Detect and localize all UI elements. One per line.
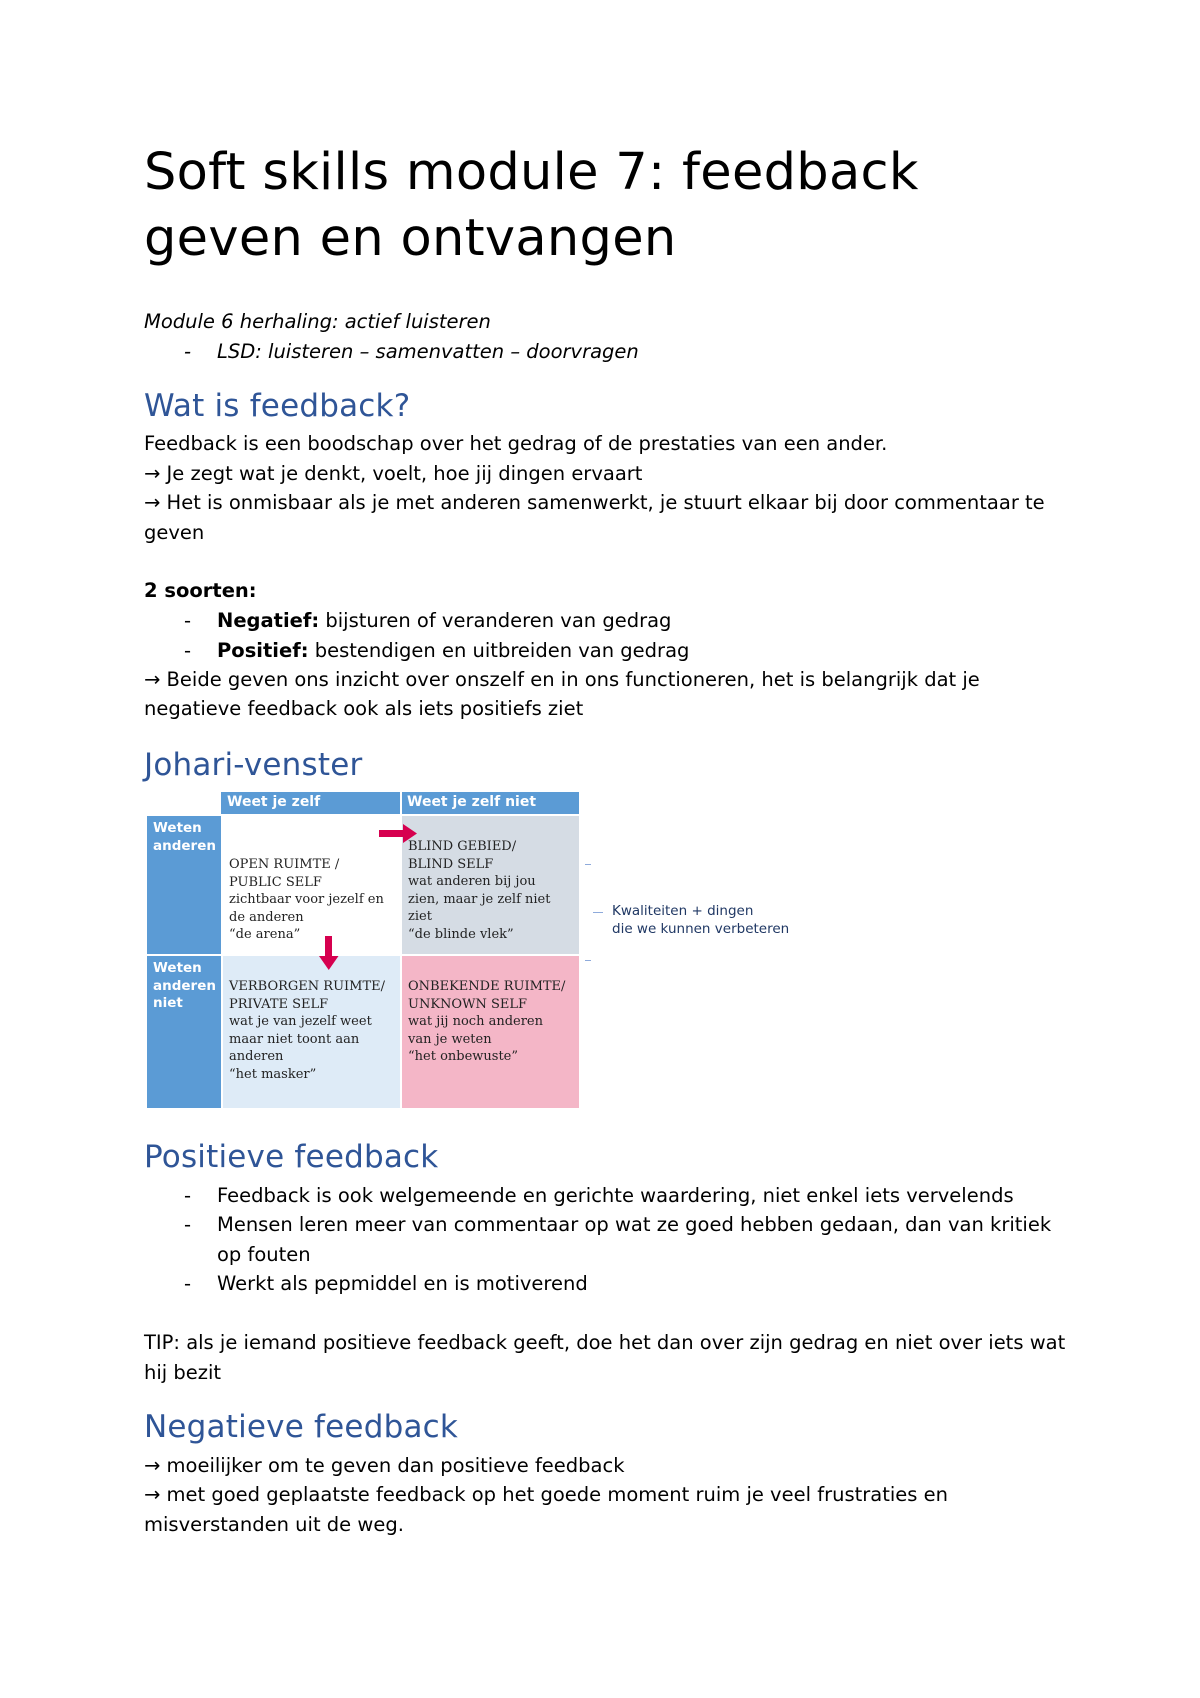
negatief-text: bijsturen of veranderen van gedrag bbox=[319, 609, 672, 632]
row1-word-1: Weten bbox=[153, 820, 202, 836]
section-heading-negatieve-feedback: Negatieve feedback bbox=[144, 1409, 459, 1445]
johari-note bbox=[612, 902, 789, 938]
recap-bullet: LSD: luisteren – samenvatten – doorvragen bbox=[217, 340, 639, 363]
negatief-label: Negatief: bbox=[217, 609, 320, 632]
tip-line-2: hij bezit bbox=[144, 1361, 222, 1384]
note-connector bbox=[593, 912, 603, 913]
blind-nickname: “de blinde vlek” bbox=[408, 926, 514, 942]
negatief-line-2: → met goed geplaatste feedback op het goede moment ruim je veel frustraties en bbox=[144, 1483, 948, 1506]
section-heading-positieve-feedback: Positieve feedback bbox=[144, 1139, 439, 1175]
title-line-2: geven en ontvangen bbox=[144, 209, 677, 268]
note-line-2: die we kunnen verbeteren bbox=[612, 921, 790, 937]
tick-mark bbox=[585, 864, 591, 865]
bullet-dash: - bbox=[184, 1184, 192, 1207]
unknown-desc-1: wat jij noch anderen bbox=[408, 1014, 543, 1029]
johari-row-label-1 bbox=[153, 820, 216, 855]
arrow-line-1: → Je zegt wat je denkt, voelt, hoe jij dingen ervaart bbox=[144, 462, 643, 485]
row2-word-1: Weten bbox=[153, 960, 202, 976]
conclusion-line-2: negatieve feedback ook als iets positiefs ziet bbox=[144, 697, 584, 720]
negatief-line-3: misverstanden uit de weg. bbox=[144, 1513, 404, 1536]
positief-label: Positief: bbox=[217, 639, 309, 662]
definition-text: Feedback is een boodschap over het gedrag of de prestaties van een ander. bbox=[144, 432, 888, 455]
arrow-right-icon bbox=[379, 824, 419, 844]
open-desc-1: zichtbaar voor jezelf en bbox=[229, 892, 384, 907]
open-nickname: “de arena” bbox=[229, 927, 301, 942]
hidden-title: VERBORGEN RUIMTE/ bbox=[229, 979, 386, 994]
bullet-dash: - bbox=[184, 609, 192, 632]
soorten-heading: 2 soorten: bbox=[144, 579, 257, 602]
blind-desc-3: ziet bbox=[408, 909, 432, 924]
johari-unknown-area bbox=[402, 956, 579, 1108]
unknown-subtitle: UNKNOWN SELF bbox=[408, 996, 527, 1012]
johari-open-area bbox=[223, 816, 400, 954]
positief-bullet-1: Feedback is ook welgemeende en gerichte waardering, niet enkel iets vervelends bbox=[217, 1184, 1014, 1207]
page-title bbox=[144, 140, 1144, 272]
blind-subtitle: BLIND SELF bbox=[408, 856, 494, 872]
recap-heading: Module 6 herhaling: actief luisteren bbox=[144, 310, 491, 333]
title-line-1: Soft skills module 7: feedback bbox=[144, 143, 919, 202]
note-line-1: Kwaliteiten + dingen bbox=[612, 903, 754, 919]
johari-col-header-1: Weet je zelf bbox=[227, 794, 321, 810]
conclusion-line-1: → Beide geven ons inzicht over onszelf en in ons functioneren, het is belangrijk dat je bbox=[144, 668, 980, 691]
soort-positief bbox=[217, 636, 689, 666]
blind-desc-2: zien, maar je zelf niet bbox=[408, 891, 551, 907]
positief-bullet-2-cont: op fouten bbox=[217, 1243, 311, 1266]
row2-word-3: niet bbox=[153, 995, 183, 1011]
bullet-dash: - bbox=[184, 1213, 192, 1236]
open-title: OPEN RUIMTE / bbox=[229, 857, 340, 872]
section-heading-wat-is-feedback: Wat is feedback? bbox=[144, 388, 411, 424]
bullet-dash: - bbox=[184, 340, 192, 363]
johari-divider bbox=[400, 792, 402, 814]
arrow-line-2-cont: geven bbox=[144, 521, 205, 544]
hidden-desc-2: maar niet toont aan bbox=[229, 1031, 360, 1047]
section-heading-johari: Johari-venster bbox=[144, 747, 363, 783]
johari-hidden-area bbox=[223, 956, 400, 1108]
blind-title: BLIND GEBIED/ bbox=[408, 839, 517, 854]
johari-corner bbox=[147, 792, 221, 814]
unknown-desc-2: van je weten bbox=[408, 1031, 492, 1047]
open-desc-2: de anderen bbox=[229, 909, 304, 925]
unknown-title: ONBEKENDE RUIMTE/ bbox=[408, 979, 566, 994]
johari-blind-area bbox=[402, 816, 579, 954]
tip-line-1: TIP: als je iemand positieve feedback geeft, doe het dan over zijn gedrag en niet over iets wat bbox=[144, 1331, 1066, 1354]
bullet-dash: - bbox=[184, 1272, 192, 1295]
row1-word-2: anderen bbox=[153, 837, 216, 854]
johari-col-header-2: Weet je zelf niet bbox=[407, 794, 537, 810]
hidden-nickname: “het masker” bbox=[229, 1066, 317, 1082]
positief-bullet-3: Werkt als pepmiddel en is motiverend bbox=[217, 1272, 588, 1295]
hidden-desc-3: anderen bbox=[229, 1049, 284, 1064]
bullet-dash: - bbox=[184, 639, 192, 662]
blind-desc-1: wat anderen bij jou bbox=[408, 874, 536, 889]
arrow-down-icon bbox=[319, 936, 339, 972]
unknown-nickname: “het onbewuste” bbox=[408, 1049, 519, 1064]
positief-text: bestendigen en uitbreiden van gedrag bbox=[308, 639, 690, 662]
arrow-line-2: → Het is onmisbaar als je met anderen samenwerkt, je stuurt elkaar bij door commentaar te bbox=[144, 491, 1045, 514]
tick-mark bbox=[585, 960, 591, 961]
row2-word-2: anderen bbox=[153, 977, 216, 994]
johari-diagram bbox=[147, 792, 790, 1108]
hidden-subtitle: PRIVATE SELF bbox=[229, 996, 329, 1012]
hidden-desc-1: wat je van jezelf weet bbox=[229, 1014, 372, 1029]
johari-row-label-2 bbox=[153, 960, 216, 1013]
negatief-line-1: → moeilijker om te geven dan positieve feedback bbox=[144, 1454, 625, 1477]
soort-negatief bbox=[217, 606, 671, 636]
open-subtitle: PUBLIC SELF bbox=[229, 874, 322, 890]
positief-bullet-2: Mensen leren meer van commentaar op wat ze goed hebben gedaan, dan van kritiek bbox=[217, 1213, 1052, 1236]
johari-divider bbox=[147, 954, 221, 956]
